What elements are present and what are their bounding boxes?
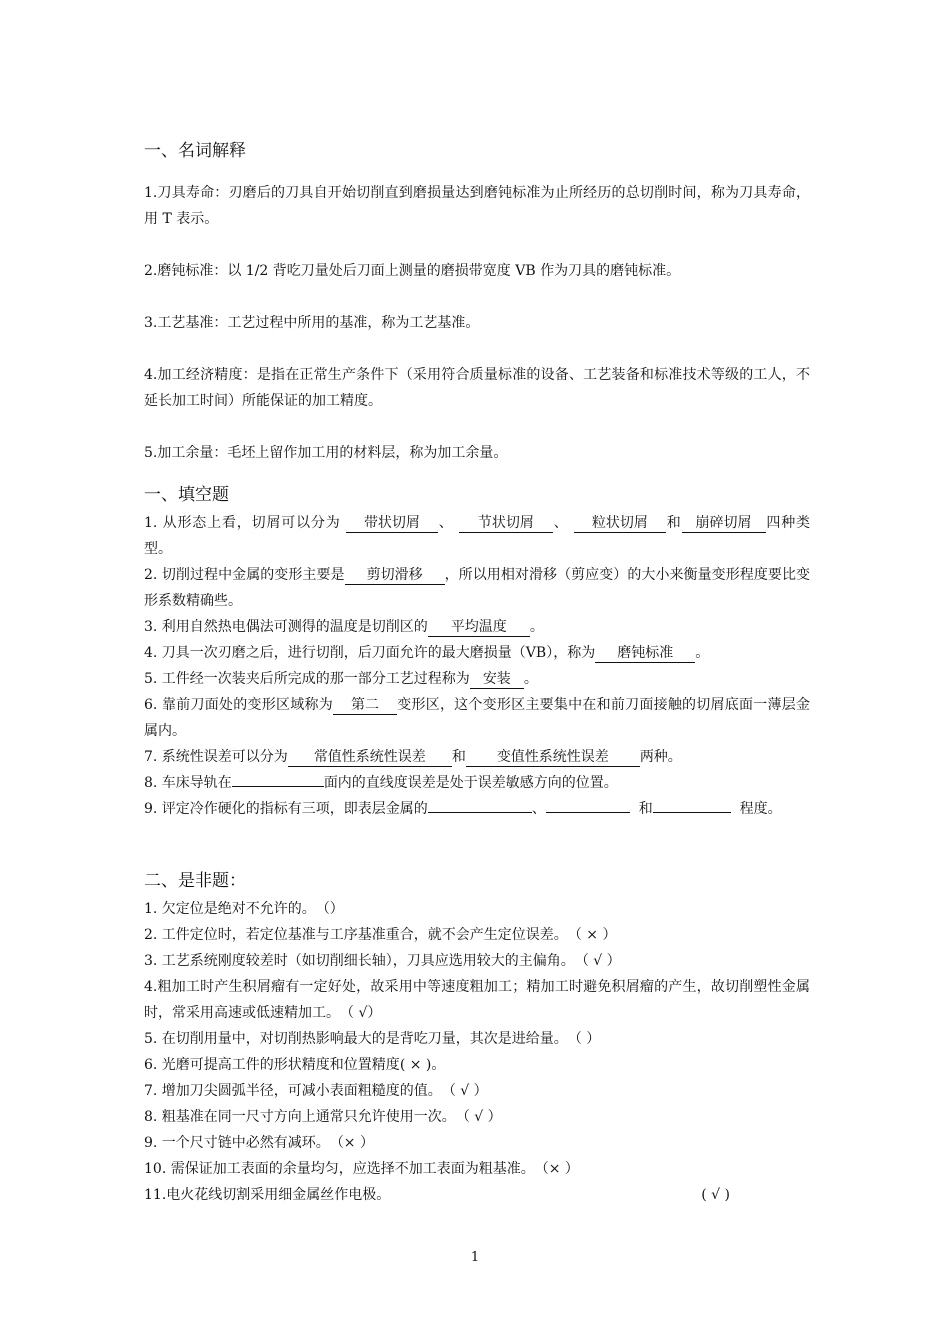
answer-mark: （ × ） [567, 927, 617, 943]
question-text: 8. 车床导轨在 [144, 775, 232, 791]
answer-blank: 第二 [333, 696, 397, 715]
true-false-item: 9. 一个尺寸链中必然有减环。（× ） [144, 1130, 810, 1156]
true-false-item: 4.粗加工时产生积屑瘤有一定好处，故采用中等速度粗加工；精加工时避免积屑瘤的产生，故切削塑性金属时，常采用高速或低速精加工。（ √） [144, 974, 810, 1026]
answer-mark: （× ） [534, 1161, 579, 1177]
fill-question [144, 796, 810, 822]
question-text: 5. 工件经一次装夹后所完成的那一部分工艺过程称为 [144, 671, 470, 687]
answer-mark: （ √ ） [455, 1109, 502, 1125]
question-text: 7. 系统性误差可以分为 [144, 749, 288, 765]
true-false-item: 1. 欠定位是绝对不允许的。（） [144, 896, 810, 922]
question-text: 。 [523, 671, 538, 687]
true-false-item: 8. 粗基准在同一尺寸方向上通常只允许使用一次。（ √ ） [144, 1104, 810, 1130]
question-text: 。 [695, 645, 710, 661]
answer-blank: 带状切屑 [346, 514, 438, 533]
question-text: 1. 从形态上看，切屑可以分为 [144, 515, 341, 531]
true-false-item: 10. 需保证加工表面的余量均匀，应选择不加工表面为粗基准。（× ） [144, 1156, 810, 1182]
question-text: 四种类型。 [144, 515, 811, 557]
answer-mark: （ √ ） [574, 953, 621, 969]
fill-question [144, 510, 810, 562]
empty-answer-blank [653, 796, 731, 813]
true-false-item: 7. 增加刀尖圆弧半径，可减小表面粗糙度的值。（ √ ） [144, 1078, 810, 1104]
question-text: 4. 刀具一次刃磨之后，进行切削，后刀面允许的最大磨损量（VB），称为 [144, 645, 596, 661]
question-text: 和 [451, 749, 466, 765]
fill-question [144, 666, 810, 692]
empty-answer-blank [546, 796, 630, 813]
fill-question [144, 744, 810, 770]
empty-answer-blank [232, 770, 324, 787]
question-text: 变形区，这个变形区主要集中在和前刀面接触的切屑底面一薄层金属内。 [144, 697, 811, 739]
fill-question [144, 562, 810, 614]
true-false-item: 5. 在切削用量中，对切削热影响最大的是背吃刀量，其次是进给量。（ ） [144, 1026, 810, 1052]
question-text: 和 [638, 801, 653, 817]
answer-mark: （ √） [340, 1005, 382, 1021]
true-false-item: 6. 光磨可提高工件的形状精度和位置精度( × )。 [144, 1052, 810, 1078]
answer-mark: ( √ ) [701, 1187, 730, 1203]
page-number: 1 [470, 1250, 480, 1265]
answer-blank: 崩碎切屑 [682, 514, 766, 533]
question-text: ，所以用相对滑移（剪应变）的大小来衡量变形程度要比变形系数精确些。 [144, 567, 810, 609]
answer-mark: ( × )。 [399, 1057, 446, 1073]
definition-item: 3.工艺基准：工艺过程中所用的基准，称为工艺基准。 [144, 315, 480, 331]
question-text: 、 [437, 515, 454, 531]
question-text: 、 [531, 801, 546, 817]
question-text: 面内的直线度误差是处于误差敏感方向的位置。 [323, 775, 618, 791]
question-text: 9. 评定冷作硬化的指标有三项，即表层金属的 [144, 801, 428, 817]
answer-blank: 磨钝标准 [595, 644, 695, 663]
true-false-item: 11.电火花线切割采用细金属丝作电极。 ( √ ) [144, 1182, 810, 1208]
question-text: 和 [665, 515, 682, 531]
answer-mark: （ ） [567, 1031, 601, 1047]
definition-item: 2.磨钝标准：以 1/2 背吃刀量处后刀面上测量的磨损带宽度 VB 作为刀具的磨钝标准。 [144, 263, 681, 279]
definition-item: 1.刀具寿命：刃磨后的刀具自开始切削直到磨损量达到磨钝标准为止所经历的总切削时间，称为刀具寿命，用 T 表示。 [144, 185, 810, 227]
fill-question [144, 614, 810, 640]
true-false-item: 2. 工件定位时，若定位基准与工序基准重合，就不会产生定位误差。（ × ） [144, 922, 810, 948]
section-title-definitions: 一、名词解释 [144, 141, 246, 161]
answer-blank: 变值性系统性误差 [466, 748, 640, 767]
definition-item: 4.加工经济精度：是指在正常生产条件下（采用符合质量标准的设备、工艺装备和标准技术等级的工人，不延长加工时间）所能保证的加工精度。 [144, 367, 810, 409]
question-text: 3. 利用自然热电偶法可测得的温度是切削区的 [144, 619, 428, 635]
question-text: 2. 切削过程中金属的变形主要是 [144, 567, 345, 583]
answer-blank: 平均温度 [428, 618, 530, 637]
answer-blank: 安装 [470, 670, 524, 689]
question-text: 、 [552, 515, 569, 531]
true-false-item: 3. 工艺系统刚度较差时（如切削细长轴），刀具应选用较大的主偏角。（ √ ） [144, 948, 810, 974]
question-text: 。 [529, 619, 544, 635]
answer-blank: 剪切滑移 [345, 566, 445, 585]
section-title-true-false: 二、是非题： [144, 871, 246, 891]
fill-question [144, 770, 810, 796]
answer-mark: （） [315, 901, 344, 917]
definition-item: 5.加工余量：毛坯上留作加工用的材料层，称为加工余量。 [144, 445, 508, 461]
question-text: 6. 靠前刀面处的变形区域称为 [144, 697, 333, 713]
empty-answer-blank [428, 796, 532, 813]
document-content [144, 136, 810, 1208]
answer-blank: 粒状切屑 [574, 514, 666, 533]
section-title-fill-in: 一、填空题 [144, 485, 229, 505]
answer-mark: （ √ ） [441, 1083, 488, 1099]
fill-question [144, 692, 810, 744]
question-text: 程度。 [739, 801, 782, 817]
answer-mark: （× ） [329, 1135, 374, 1151]
question-text: 两种。 [639, 749, 682, 765]
fill-question [144, 640, 810, 666]
answer-blank: 节状切屑 [459, 514, 553, 533]
answer-blank: 常值性系统性误差 [288, 748, 452, 767]
